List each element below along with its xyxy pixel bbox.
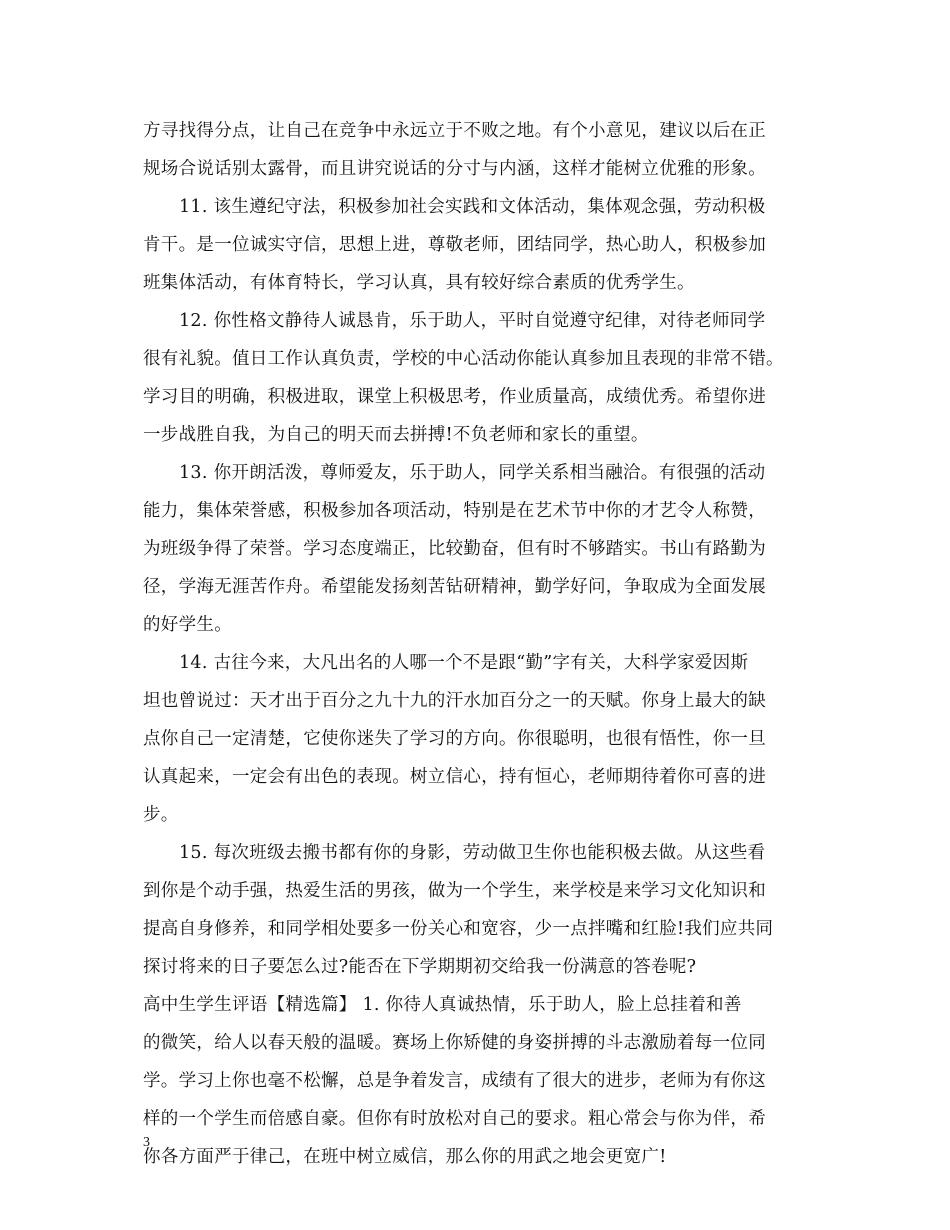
text-line: 肯干。是一位诚实守信，思想上进，尊敬老师，团结同学，热心助人，积极参加 [143,235,766,255]
text-line: 探讨将来的日子要怎么过?能否在下学期期初交给我一份满意的答卷呢? [143,957,697,977]
text-line: 坦也曾说过：天才出于百分之九十九的汗水加百分之一的天赋。你身上最大的缺 [143,691,766,711]
text-line: 班集体活动，有体育特长，学习认真，具有较好综合素质的优秀学生。 [143,273,695,293]
text-line: 的微笑，给人以春天般的温暖。赛场上你矫健的身姿拼搏的斗志激励着每一位同 [143,1033,766,1053]
text-line: 规场合说话别太露骨，而且讲究说话的分寸与内涵，这样才能树立优雅的形象。 [143,159,766,179]
text-line: 很有礼貌。值日工作认真负责，学校的中心活动你能认真参加且表现的非常不错。 [143,349,784,369]
text-line: 学习目的明确，积极进取，课堂上积极思考，作业质量高，成绩优秀。希望你进 [143,387,766,407]
text-line: 为班级争得了荣誉。学习态度端正，比较勤奋，但有时不够踏实。书山有路勤为 [143,539,766,559]
text-line: 11. 该生遵纪守法，积极参加社会实践和文体活动，集体观念强，劳动积极 [179,197,766,217]
text-line: 15. 每次班级去搬书都有你的身影，劳动做卫生你也能积极去做。从这些看 [179,843,766,863]
text-line: 一步战胜自我，为自己的明天而去拼搏!不负老师和家长的重望。 [143,425,649,445]
text-line: 样的一个学生而倍感自豪。但你有时放松对自己的要求。粗心常会与你为伴，希 [143,1109,766,1129]
text-line: 到你是个动手强，热爱生活的男孩，做为一个学生，来学校是来学习文化知识和 [143,881,766,901]
text-line: 点你自己一定清楚，它使你迷失了学习的方向。你很聪明，也很有悟性，你一旦 [143,729,766,749]
text-line: 提高自身修养，和同学相处要多一份关心和宽容，少一点拌嘴和红脸!我们应共同 [143,919,774,939]
text-line: 12. 你性格文静待人诚恳肯，乐于助人，平时自觉遵守纪律，对待老师同学 [179,311,766,331]
text-line: 高中生学生评语【精选篇】 1. 你待人真诚热情，乐于助人，脸上总挂着和善 [143,995,742,1015]
text-line: 学。学习上你也毫不松懈，总是争着发言，成绩有了很大的进步，老师为有你这 [143,1071,766,1091]
document-body [143,112,823,1176]
text-line: 13. 你开朗活泼，尊师爱友，乐于助人，同学关系相当融洽。有很强的活动 [179,463,766,483]
text-line: 认真起来，一定会有出色的表现。树立信心，持有恒心，老师期待着你可喜的进 [143,767,766,787]
page-number: 3 [143,1135,150,1150]
text-line: 方寻找得分点，让自己在竞争中永远立于不败之地。有个小意见，建议以后在正 [143,121,766,141]
text-line: 的好学生。 [143,615,232,635]
text-line: 径，学海无涯苦作舟。希望能发扬刻苦钻研精神，勤学好问，争取成为全面发展 [143,577,766,597]
text-line: 你各方面严于律己，在班中树立威信，那么你的用武之地会更宽广! [143,1147,667,1167]
text-line: 步。 [143,805,179,825]
text-line: 能力，集体荣誉感，积极参加各项活动，特别是在艺术节中你的才艺令人称赞， [143,501,766,521]
text-line: 14. 古往今来，大凡出名的人哪一个不是跟“勤”字有关，大科学家爱因斯 [179,653,749,673]
